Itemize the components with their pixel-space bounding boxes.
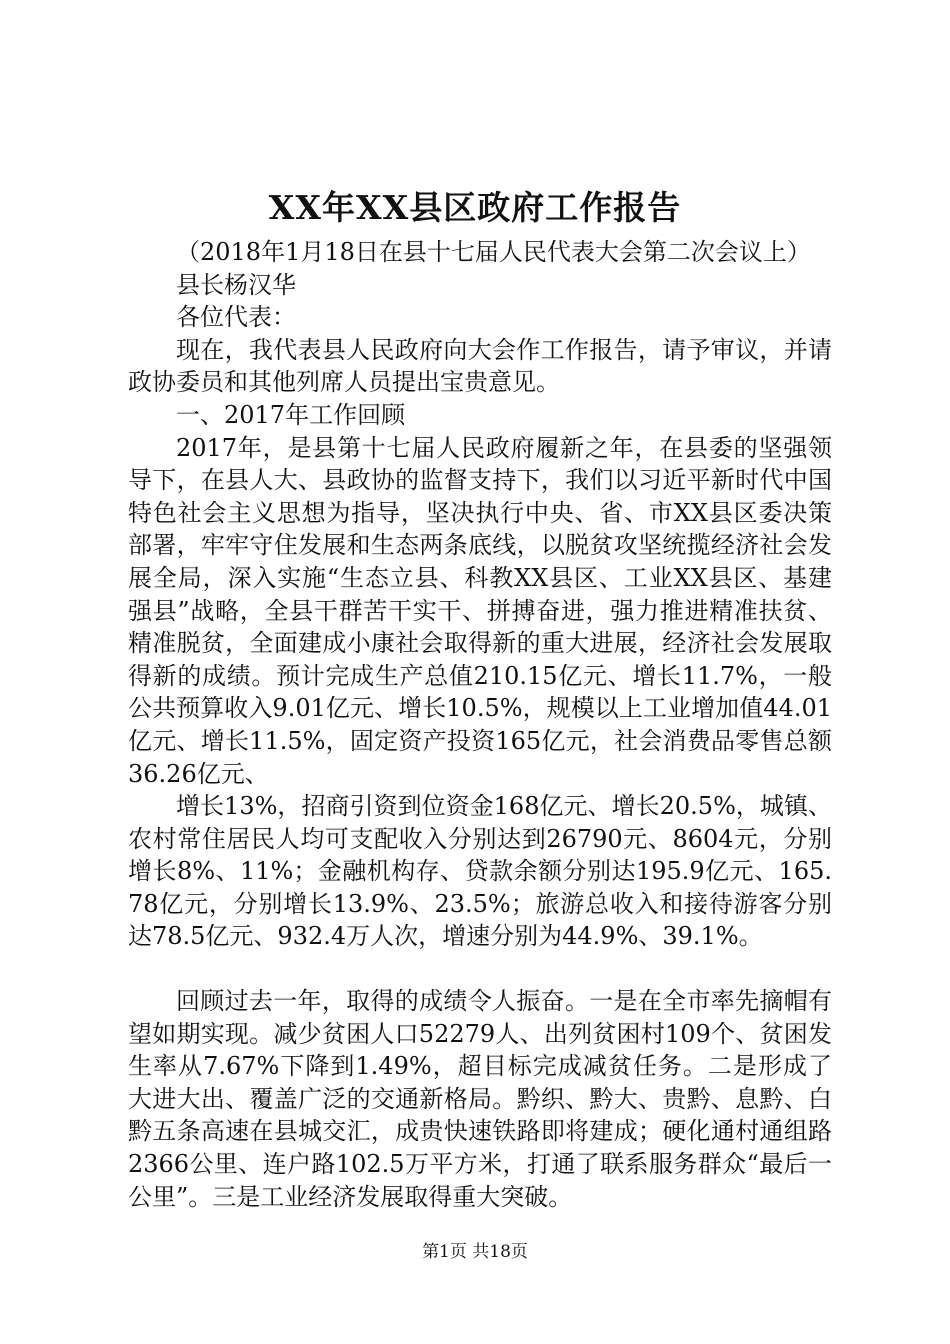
- paragraph-achievements: 回顾过去一年，取得的成绩令人振奋。一是在全市率先摘帽有望如期实现。减少贫困人口52279人、出列贫困村109个、贫困发生率从7.67%下降到1.49%，超目标完成减贫任务。二是形成了大进大出、覆盖广泛的交通新格局。黔织、黔大、贵黔、息黔、白黔五条高速在县城交汇，成贵快速铁路即将建成；硬化通村通组路2366公里、连户路102.5万平方米，打通了联系服务群众“最后一公里”。三是工业经济发展取得重大突破。: [128, 987, 832, 1211]
- section-heading-review: 一、2017年工作回顾: [176, 400, 406, 429]
- paragraph-intro: 现在，我代表县人民政府向大会作工作报告，请予审议，并请政协委员和其他列席人员提出宝贵意见。: [128, 335, 832, 397]
- document-body: [128, 236, 832, 1213]
- paragraph-salutation: 各位代表：: [176, 303, 296, 332]
- paragraph-review-overview: 2017年，是县第十七届人民政府履新之年，在县委的坚强领导下，在县人大、县政协的监督支持下，我们以习近平新时代中国特色社会主义思想为指导，坚决执行中央、省、市XX县区委决策部署，牢牢守住发展和生态两条底线，以脱贫攻坚统揽经济社会发展全局，深入实施“生态立县、科教XX县区、工业XX县区、基建强县”战略，全县干群苦干实干、拼搏奋进，强力推进精准扶贫、精准脱贫，全面建成小康社会取得新的重大进展，经济社会发展取得新的成绩。预计完成生产总值210.15亿元、增长11.7%，一般公共预算收入9.01亿元、增长10.5%，规模以上工业增加值44.01亿元、增长11.5%，固定资产投资165亿元，社会消费品零售总额36.26亿元、: [128, 433, 832, 788]
- paragraph-session-note: （2018年1月18日在县十七届人民代表大会第二次会议上）: [176, 238, 811, 266]
- paragraph-review-stats: 增长13%，招商引资到位资金168亿元、增长20.5%，城镇、农村常住居民人均可支配收入分别达到26790元、8604元，分别增长8%、11%；金融机构存、贷款余额分别达195.9亿元、165.78亿元，分别增长13.9%、23.5%；旅游总收入和接待游客分别达78.5亿元、932.4万人次，增速分别为44.9%、39.1%。: [128, 792, 832, 951]
- page-number-footer: 第1页 共18页: [422, 1242, 528, 1262]
- paragraph-speaker: 县长杨汉华: [176, 270, 296, 299]
- document-title: XX年XX县区政府工作报告: [268, 188, 682, 227]
